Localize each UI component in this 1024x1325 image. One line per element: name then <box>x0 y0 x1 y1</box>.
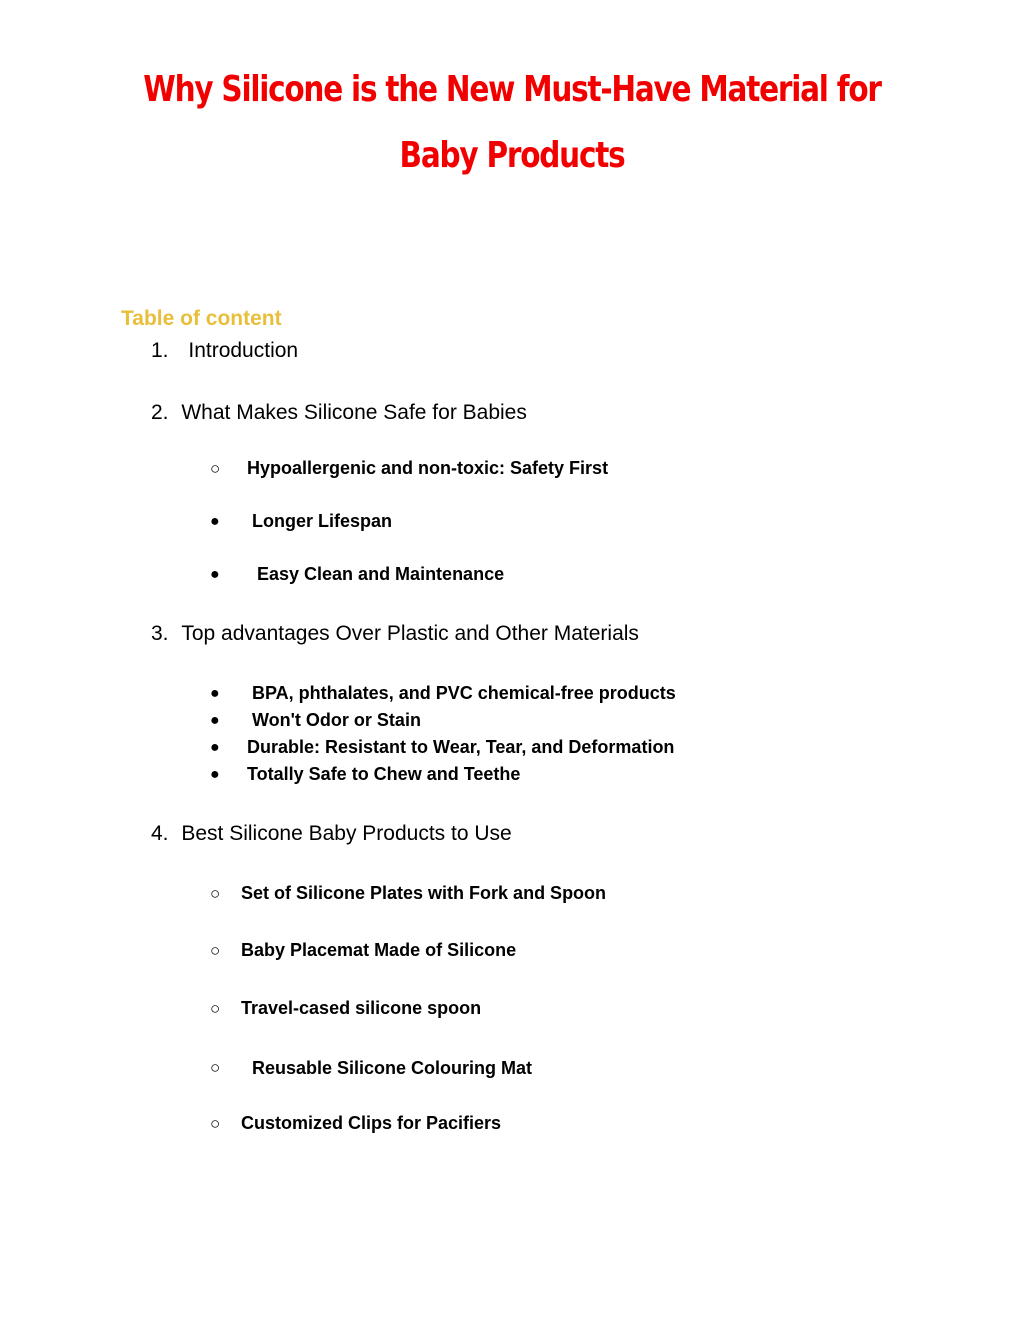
bullet-icon: ○ <box>210 941 221 960</box>
toc-heading: Table of content <box>121 307 282 330</box>
list-item: Set of Silicone Plates with Fork and Spoon <box>241 883 607 903</box>
list-item: Baby Placemat Made of Silicone <box>241 940 517 960</box>
section-number: 3. <box>151 622 169 645</box>
section-number: 2. <box>151 401 169 424</box>
document-title-line-1: Why Silicone is the New Must-Have Material for <box>143 69 881 110</box>
section-label: Top advantages Over Plastic and Other Materials <box>181 622 639 645</box>
section-label: Best Silicone Baby Products to Use <box>181 822 512 845</box>
list-item: Longer Lifespan <box>252 511 393 531</box>
toc-section-3 <box>151 623 639 644</box>
list-item: Won't Odor or Stain <box>252 710 421 730</box>
bullet-icon: ● <box>210 513 220 530</box>
list-item: Durable: Resistant to Wear, Tear, and Deformation <box>247 737 675 757</box>
list-item: Customized Clips for Pacifiers <box>241 1113 502 1133</box>
toc-section-1 <box>151 340 298 361</box>
list-item: Totally Safe to Chew and Teethe <box>247 764 521 784</box>
section-label: What Makes Silicone Safe for Babies <box>181 401 527 424</box>
bullet-icon: ○ <box>210 1058 221 1077</box>
bullet-icon: ○ <box>210 1114 221 1133</box>
list-item: Easy Clean and Maintenance <box>257 564 505 584</box>
list-item: Reusable Silicone Colouring Mat <box>252 1058 533 1078</box>
list-item: Travel-cased silicone spoon <box>241 998 482 1018</box>
list-item: BPA, phthalates, and PVC chemical-free products <box>252 683 676 703</box>
bullet-icon: ● <box>210 685 220 702</box>
document-title-line-2: Baby Products <box>399 135 625 176</box>
bullet-icon: ● <box>210 566 220 583</box>
section-number: 4. <box>151 822 169 845</box>
section-number: 1. <box>151 339 169 362</box>
section-label: Introduction <box>188 339 299 362</box>
bullet-icon: ○ <box>210 459 221 478</box>
bullet-icon: ● <box>210 766 220 783</box>
toc-section-2 <box>151 402 527 423</box>
bullet-icon: ● <box>210 739 220 756</box>
toc-section-4 <box>151 823 512 844</box>
bullet-icon: ○ <box>210 999 221 1018</box>
bullet-icon: ● <box>210 712 220 729</box>
list-item: Hypoallergenic and non-toxic: Safety First <box>247 458 609 478</box>
bullet-icon: ○ <box>210 884 221 903</box>
